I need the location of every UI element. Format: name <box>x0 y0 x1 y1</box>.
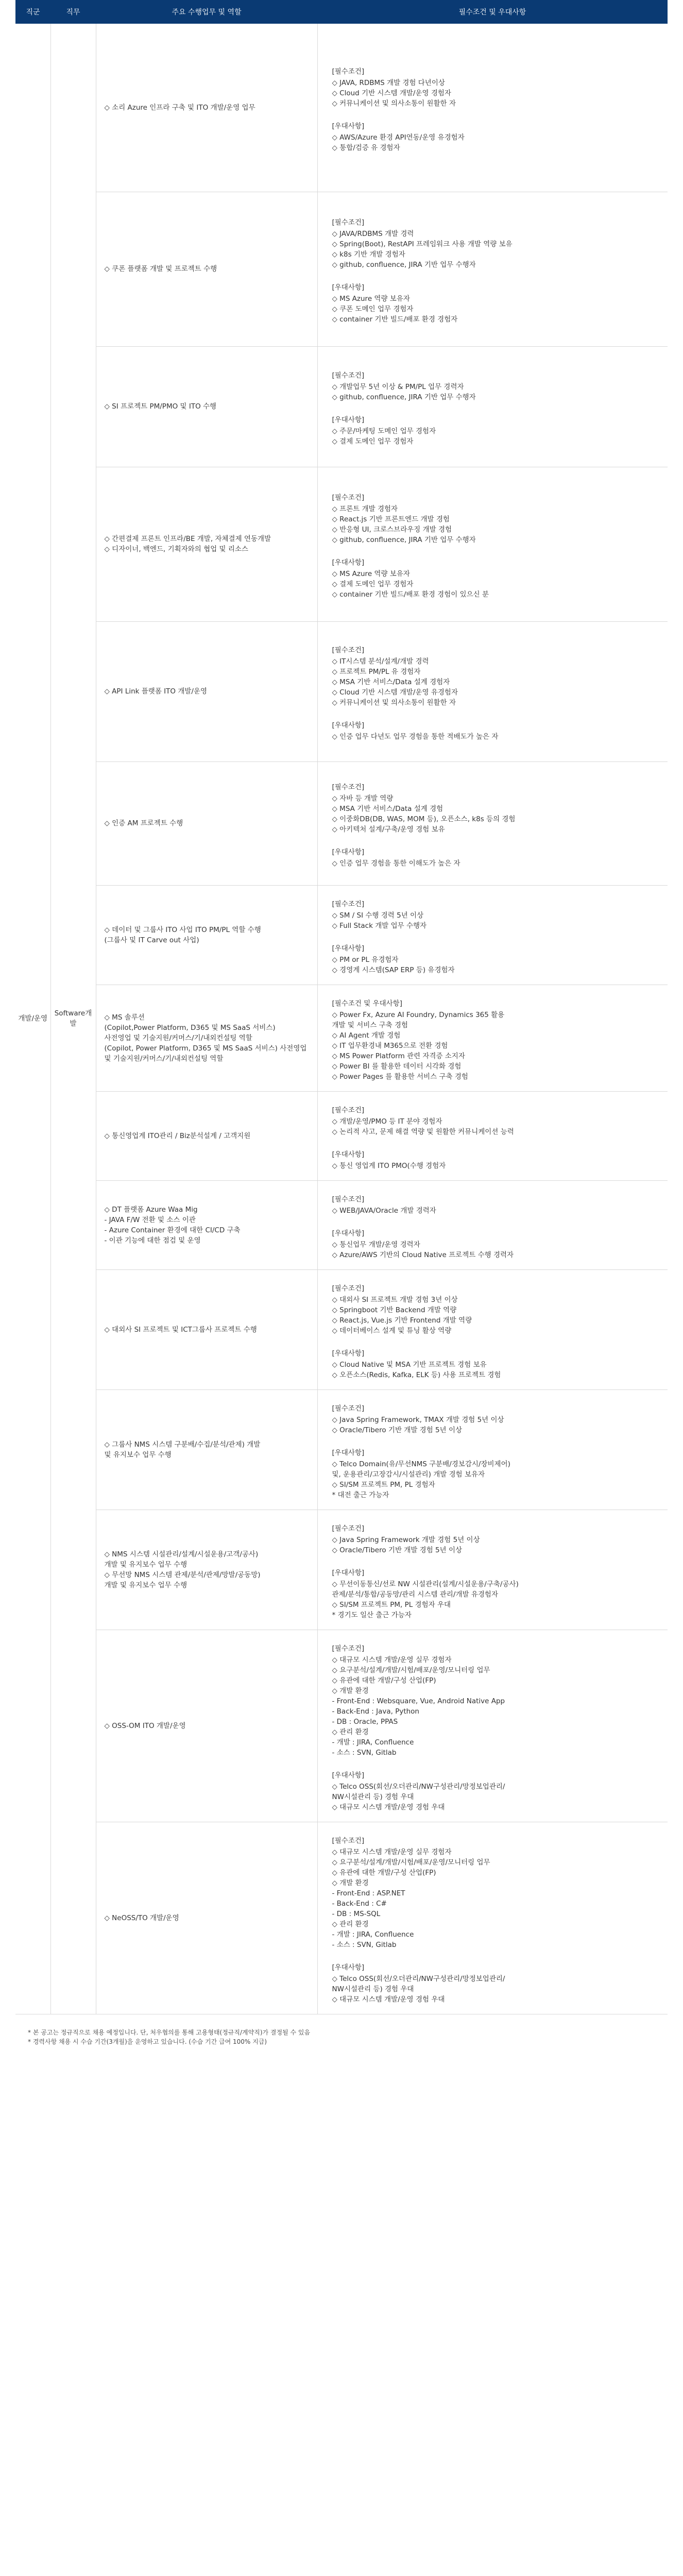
requirement-line <box>332 545 657 551</box>
requirement-line <box>332 1435 657 1442</box>
requirement-heading: [필수조건] <box>332 646 365 654</box>
requirement-line <box>332 1950 657 1956</box>
requirement-line: ◇ MS Power Platform 관련 자격증 소지자 <box>332 1052 465 1060</box>
requirement-line: ◇ github, confluence, JIRA 기반 업무 수행자 <box>332 536 476 544</box>
requirement-line: ◇ 주문/마케팅 도메인 업무 경험자 <box>332 427 436 435</box>
requirement-line: ◇ Telco OSS(회선/오더관리/NW구성관리/망정보업관리/ <box>332 1782 505 1791</box>
requirement-line: ◇ Oracle/Tibero 기반 개발 경험 5년 이상 <box>332 1546 463 1554</box>
table-row <box>15 192 668 346</box>
requirement-line: 개발 및 서비스 구축 경험 <box>332 1021 408 1029</box>
requirement-line: NW시설관리 등) 경험 우대 <box>332 1985 414 1993</box>
requirement-line: ◇ 대규모 시스템 개발/운영 경험 우대 <box>332 1803 445 1811</box>
task-line: 사전영업 및 기술지원/커머스/기/내외컨설팅 역할 <box>104 1033 252 1042</box>
task-line: ◇ 데이터 및 그룹사 ITO 사업 ITO PM/PL 역할 수행 <box>104 925 261 934</box>
job-table-wrapper <box>15 0 668 2046</box>
requirement-line: ◇ 결제 도메인 업무 경험자 <box>332 437 414 446</box>
requirement-heading: [우대사항] <box>332 848 365 856</box>
requirement-line: ◇ 커뮤니케이션 및 의사소통이 원활한 자 <box>332 99 456 108</box>
requirement-heading: [필수조건] <box>332 218 365 227</box>
task-line: ◇ 그룹사 NMS 시스템 구분배/수집/분석/관제) 개발 <box>104 1440 261 1449</box>
table-notes <box>28 2028 668 2046</box>
task-cell <box>96 24 317 192</box>
task-cell <box>96 985 317 1091</box>
requirements-cell <box>317 1389 668 1510</box>
task-line: (Copilot, Power Platform, D365 및 MS SaaS 서비스) 사전영업 및 기술지원/커머스/기/내외컨설팅 역할 <box>104 1044 307 1063</box>
requirement-line: ◇ 자바 등 개발 역량 <box>332 794 394 803</box>
task-cell <box>96 1510 317 1630</box>
requirement-line: ◇ AWS/Azure 환경 API연동/운영 유경험자 <box>332 133 465 142</box>
requirement-line: ◇ 개발 환경 <box>332 1686 369 1695</box>
requirement-line: ◇ k8s 기반 개발 경험자 <box>332 250 405 259</box>
task-cell <box>96 467 317 621</box>
requirement-line: ◇ SM / SI 수행 경력 5년 이상 <box>332 911 424 920</box>
task-line: ◇ NMS 시스템 시설관리/설계/시설운용/고객/공사) <box>104 1550 259 1558</box>
requirement-heading: [필수조건 및 우대사항] <box>332 999 402 1008</box>
requirement-line: ◇ 유관에 대한 개발/구성 산업(FP) <box>332 1868 436 1877</box>
requirement-line: ◇ SI/SM 프로젝트 PM, PL 경험자 우대 <box>332 1600 451 1609</box>
table-row <box>15 1822 668 2014</box>
requirement-line: ◇ Azure/AWS 기반의 Cloud Native 프로젝트 수행 경력자 <box>332 1250 514 1259</box>
job-table <box>15 0 668 2014</box>
task-line: ◇ 인증 AM 프로젝트 수행 <box>104 819 183 827</box>
header-task: 주요 수행업무 및 역할 <box>96 0 317 24</box>
task-cell <box>96 1091 317 1180</box>
note-line: * 경력사항 채용 시 수습 기간(3개월)을 운영하고 있습니다. (수습 기간 급여 100% 지급) <box>28 2038 267 2045</box>
task-line: ◇ API Link 플랫폼 ITO 개발/운영 <box>104 687 208 696</box>
requirement-heading: [필수조건] <box>332 1195 365 1204</box>
requirement-heading: [필수조건] <box>332 1524 365 1533</box>
requirement-line: ◇ Full Stack 개발 업무 수행자 <box>332 921 427 930</box>
task-line: 개발 및 유지보수 업무 수행 <box>104 1560 187 1569</box>
task-line: ◇ DT 플랫폼 Azure Waa Mig <box>104 1205 198 1214</box>
requirement-line: ◇ 통합/검증 유 경험자 <box>332 143 400 152</box>
task-line: ◇ 통신영업계 ITO관리 / Biz분석설계 / 고객지원 <box>104 1131 251 1140</box>
task-cell <box>96 192 317 346</box>
task-line: ◇ 디자이너, 백엔드, 기획자와의 협업 및 리소스 <box>104 545 248 553</box>
task-line: - 이관 기능에 대한 점검 및 운영 <box>104 1236 201 1245</box>
requirement-line <box>332 1555 657 1562</box>
table-row <box>15 621 668 761</box>
task-cell <box>96 1630 317 1822</box>
task-line: (그룹사 및 IT Carve out 사업) <box>104 936 199 944</box>
table-row <box>15 761 668 885</box>
requirement-line: - DB : MS-SQL <box>332 1909 381 1918</box>
task-line: ◇ 쿠폰 플랫폼 개발 및 프로젝트 수행 <box>104 265 217 273</box>
requirement-line: ◇ 유관에 대한 개발/구성 산업(FP) <box>332 1676 436 1685</box>
task-line: ◇ 대외사 SI 프로젝트 및 ICT그룹사 프로젝트 수행 <box>104 1325 257 1334</box>
requirement-line: ◇ JAVA/RDBMS 개발 경력 <box>332 230 414 238</box>
requirement-line: ◇ 통신 영업계 ITO PMO(수행 경험자 <box>332 1161 446 1170</box>
job-category-cell: 개발/운영 <box>15 24 50 2014</box>
requirement-heading: [필수조건] <box>332 900 365 908</box>
requirement-line: - 개발 : JIRA, Confluence <box>332 1930 414 1939</box>
requirement-line: ◇ 대규모 시스템 개발/운영 실무 경험자 <box>332 1655 452 1664</box>
header-job: 직무 <box>50 0 96 24</box>
task-cell <box>96 885 317 985</box>
requirement-line: ◇ React.js 기반 프론트엔드 개발 경험 <box>332 515 450 523</box>
requirements-cell <box>317 1630 668 1822</box>
requirement-heading: [우대사항] <box>332 1771 365 1780</box>
job-role-cell: Software개발 <box>50 24 96 2014</box>
requirement-line: ◇ Cloud Native 및 MSA 기반 프로젝트 경험 보유 <box>332 1360 487 1369</box>
requirement-line: ◇ AI Agent 개발 경험 <box>332 1031 401 1040</box>
requirement-heading: [우대사항] <box>332 558 365 567</box>
requirement-line: ◇ MSA 기반 서비스/Data 설계 경험자 <box>332 678 450 686</box>
note-line: * 본 공고는 정규직으로 채용 예정입니다. 단, 처우협의를 통해 고용형태(정규직/계약직)가 결정될 수 있음 <box>28 2028 311 2036</box>
task-line: ◇ NeOSS/TO 개발/운영 <box>104 1913 179 1922</box>
requirement-line: ◇ 관리 환경 <box>332 1727 369 1736</box>
requirement-heading: [우대사항] <box>332 283 365 292</box>
requirements-cell <box>317 1091 668 1180</box>
requirement-line: ◇ Power Pages 를 활용한 서비스 구축 경험 <box>332 1072 468 1081</box>
requirement-line: - Back-End : C# <box>332 1899 387 1908</box>
requirement-line: ◇ 요구분석/설계/개발/시험/배포/운영/모니터링 업무 <box>332 1858 490 1867</box>
requirement-line: ◇ 프로젝트 PM/PL 유 경험자 <box>332 668 421 676</box>
task-cell <box>96 1269 317 1389</box>
requirement-heading: [필수조건] <box>332 371 365 380</box>
requirement-line: ◇ 대외사 SI 프로젝트 개발 경험 3년 이상 <box>332 1295 458 1304</box>
task-line: ◇ MS 솔루션 <box>104 1013 145 1022</box>
requirement-line: ◇ 반응형 UI, 크로스브라우징 개발 경험 <box>332 526 452 534</box>
requirement-line: ◇ Power BI 를 활용한 데이터 시각화 경험 <box>332 1062 462 1071</box>
requirement-line: ◇ 쿠폰 도메인 업무 경험자 <box>332 305 414 313</box>
requirement-line: ◇ 오픈소스(Redis, Kafka, ELK 등) 사용 프로젝트 경험 <box>332 1370 501 1379</box>
requirements-cell <box>317 346 668 467</box>
requirement-heading: [필수조건] <box>332 494 365 502</box>
requirement-line: ◇ MS Azure 역량 보유자 <box>332 570 410 578</box>
requirements-cell <box>317 761 668 885</box>
requirement-line: - DB : Oracle, PPAS <box>332 1717 398 1726</box>
requirement-line: 및, 운용관리/고장감시/시설관리) 개발 경험 보유자 <box>332 1470 485 1479</box>
requirement-line: ◇ Java Spring Framework, TMAX 개발 경험 5년 이상 <box>332 1415 504 1424</box>
requirement-heading: [우대사항] <box>332 416 365 424</box>
task-line: (Copilot,Power Platform, D365 및 MS SaaS 서비스) <box>104 1023 276 1032</box>
requirement-line: ◇ IT시스템 분석/설계/개발 경력 <box>332 657 429 666</box>
requirement-line: ◇ 이중화DB(DB, WAS, MOM 등), 오픈소스, k8s 등의 경험 <box>332 815 516 823</box>
requirements-cell <box>317 621 668 761</box>
task-cell <box>96 346 317 467</box>
requirement-heading: [필수조건] <box>332 1284 365 1293</box>
table-row <box>15 1630 668 1822</box>
requirements-cell <box>317 467 668 621</box>
requirements-cell <box>317 192 668 346</box>
table-row <box>15 1180 668 1269</box>
requirements-cell <box>317 24 668 192</box>
requirement-line: ◇ container 기반 빌드/배포 환경 경험자 <box>332 315 458 324</box>
header-requirements: 필수조건 및 우대사항 <box>317 0 668 24</box>
requirement-line: ◇ Spring(Boot), RestAPI 프레임워크 사용 개발 역량 보유 <box>332 240 513 248</box>
task-line: ◇ SI 프로젝트 PM/PMO 및 ITO 수행 <box>104 402 217 411</box>
requirement-heading: [우대사항] <box>332 721 365 730</box>
requirement-line: * 대전 출근 가능자 <box>332 1490 389 1499</box>
requirement-line <box>332 109 657 115</box>
requirement-line: - 개발 : JIRA, Confluence <box>332 1738 414 1747</box>
requirement-line: NW시설관리 등) 경험 우대 <box>332 1792 414 1801</box>
requirement-line: - 소스 : SVN, Gitlab <box>332 1940 397 1949</box>
requirement-line: ◇ 요구분석/설계/개발/시험/배포/운영/모니터링 업무 <box>332 1666 490 1674</box>
requirement-heading: [우대사항] <box>332 1963 365 1972</box>
requirement-line: ◇ 대규모 시스템 개발/운영 경험 우대 <box>332 1995 445 2004</box>
requirement-line: ◇ Springboot 기반 Backend 개발 역량 <box>332 1306 457 1314</box>
requirement-line: ◇ Telco OSS(회선/오더관리/NW구성관리/망정보업관리/ <box>332 1974 505 1983</box>
requirement-line: ◇ WEB/JAVA/Oracle 개발 경력자 <box>332 1206 436 1215</box>
requirements-cell <box>317 1180 668 1269</box>
requirement-line: ◇ 인증 업무 경험을 통한 이해도가 높은 자 <box>332 859 460 868</box>
requirement-line: ◇ github, confluence, JIRA 기반 업무 수행자 <box>332 261 476 269</box>
task-cell <box>96 1822 317 2014</box>
requirement-line: ◇ Telco Domain(유/무선NMS 구분배/경보감시/장비제어) <box>332 1460 510 1468</box>
requirement-line: ◇ Cloud 기반 시스템 개발/운영 경험자 <box>332 89 451 97</box>
requirement-heading: [필수조건] <box>332 783 365 791</box>
requirement-line: ◇ container 기반 빌드/배포 환경 경험이 있으신 분 <box>332 590 489 599</box>
requirement-line: - Front-End : Websquare, Vue, Android Native App <box>332 1697 505 1705</box>
requirement-line: ◇ IT 업무환경내 M365으로 전환 경험 <box>332 1041 448 1050</box>
task-line: ◇ 무선망 NMS 시스템 관제/분석/관제/망발/공동망) <box>104 1570 261 1579</box>
requirement-line: ◇ MS Azure 역량 보유자 <box>332 295 410 303</box>
task-line: ◇ 간편결제 프론트 인프라/BE 개발, 자체결제 연동개발 <box>104 535 271 543</box>
task-cell <box>96 1180 317 1269</box>
requirement-line: - 소스 : SVN, Gitlab <box>332 1748 397 1757</box>
requirement-line: 관제/분석/통합/공동망/관리 시스템 관리/개발 유경험자 <box>332 1590 499 1599</box>
requirement-line: * 경기도 일산 출근 가능자 <box>332 1611 412 1619</box>
requirement-line: ◇ 통신업무 개발/운영 경력자 <box>332 1240 420 1249</box>
header-category: 직군 <box>15 0 50 24</box>
requirement-heading: [우대사항] <box>332 944 365 953</box>
task-cell <box>96 761 317 885</box>
requirement-heading: [우대사항] <box>332 1448 365 1457</box>
requirement-line: ◇ 커뮤니케이션 및 의사소통이 원활한 자 <box>332 699 456 707</box>
requirement-line: - Front-End : ASP.NET <box>332 1889 405 1897</box>
requirements-cell <box>317 1269 668 1389</box>
requirement-heading: [필수조건] <box>332 1644 365 1653</box>
requirement-line <box>332 1137 657 1143</box>
requirement-line <box>332 1336 657 1342</box>
table-row <box>15 985 668 1091</box>
table-row <box>15 467 668 621</box>
requirement-line: ◇ JAVA, RDBMS 개발 경험 다년이상 <box>332 78 445 87</box>
requirement-heading: [우대사항] <box>332 1150 365 1159</box>
requirement-heading: [필수조건] <box>332 1404 365 1413</box>
requirement-line: ◇ PM or PL 유경험자 <box>332 955 399 964</box>
requirement-line <box>332 835 657 841</box>
requirement-heading: [필수조건] <box>332 1836 365 1845</box>
requirement-line: ◇ Java Spring Framework 개발 경험 5년 이상 <box>332 1535 480 1544</box>
requirement-line <box>332 402 657 409</box>
requirement-line: ◇ 데이터베이스 설계 및 튜닝 활상 역량 <box>332 1326 452 1335</box>
table-header-row <box>15 0 668 24</box>
requirement-line: ◇ 경영계 시스템(SAP ERP 등) 유경험자 <box>332 965 455 974</box>
requirement-line: ◇ Oracle/Tibero 기반 개발 경험 5년 이상 <box>332 1426 463 1434</box>
table-row <box>15 1269 668 1389</box>
task-line: 개발 및 유지보수 업무 수행 <box>104 1581 187 1589</box>
requirement-line: - Back-End : Java, Python <box>332 1707 419 1716</box>
table-row <box>15 1510 668 1630</box>
requirement-line: ◇ 논리적 사고, 문제 해결 역량 및 원활한 커뮤니케이션 능력 <box>332 1127 514 1136</box>
requirements-cell <box>317 985 668 1091</box>
table-row <box>15 1389 668 1510</box>
requirement-line: ◇ 인증 업무 다년도 업무 경험을 통한 적배도가 높은 자 <box>332 733 499 741</box>
requirement-line: ◇ Power Fx, Azure AI Foundry, Dynamics 365 활용 <box>332 1010 505 1019</box>
table-row <box>15 1091 668 1180</box>
requirements-cell <box>317 885 668 985</box>
table-row <box>15 346 668 467</box>
task-line: - Azure Container 환경에 대한 CI/CD 구축 <box>104 1226 241 1234</box>
task-line: - JAVA F/W 전환 및 소스 이관 <box>104 1215 196 1224</box>
requirement-line: ◇ 개발 환경 <box>332 1878 369 1887</box>
requirement-heading: [우대사항] <box>332 1568 365 1577</box>
requirement-line <box>332 708 657 714</box>
requirement-line: ◇ 무선이동통신/선로 NW 시설관리(설계/시설운용/구축/공사) <box>332 1580 519 1588</box>
requirement-heading: [필수조건] <box>332 1106 365 1114</box>
requirement-heading: [필수조건] <box>332 67 365 76</box>
table-row <box>15 24 668 192</box>
requirement-line <box>332 1216 657 1222</box>
requirement-line <box>332 1758 657 1764</box>
requirement-line: ◇ 개발업무 5년 이상 & PM/PL 업무 경력자 <box>332 383 464 391</box>
requirement-line: ◇ MSA 기반 서비스/Data 설계 경험 <box>332 805 443 813</box>
requirement-line <box>332 270 657 276</box>
requirement-line: ◇ 관리 환경 <box>332 1920 369 1928</box>
table-row <box>15 885 668 985</box>
task-cell <box>96 1389 317 1510</box>
requirement-line: ◇ 프론트 개발 경험자 <box>332 505 398 513</box>
task-cell <box>96 621 317 761</box>
requirement-line: ◇ 결제 도메인 업무 경험자 <box>332 580 414 588</box>
requirement-heading: [우대사항] <box>332 1229 365 1238</box>
requirement-line <box>332 931 657 937</box>
requirement-line: ◇ SI/SM 프로젝트 PM, PL 경험자 <box>332 1480 435 1489</box>
requirement-line: ◇ 개발/운영/PMO 등 IT 분야 경험자 <box>332 1117 442 1126</box>
requirement-line: ◇ Cloud 기반 시스템 개발/운영 유경험자 <box>332 688 458 697</box>
task-line: ◇ OSS-OM ITO 개발/운영 <box>104 1721 186 1730</box>
requirement-heading: [우대사항] <box>332 122 365 130</box>
requirements-cell <box>317 1822 668 2014</box>
requirement-line: ◇ github, confluence, JIRA 기반 업무 수행자 <box>332 393 476 401</box>
requirement-line: ◇ 대규모 시스템 개발/운영 실무 경험자 <box>332 1848 452 1856</box>
task-line: 및 유지보수 업무 수행 <box>104 1450 172 1459</box>
requirement-line: ◇ React.js, Vue.js 기반 Frontend 개발 역량 <box>332 1316 472 1325</box>
requirement-line: ◇ 아키텍처 설계/구축/운영 경험 보유 <box>332 825 445 834</box>
requirements-cell <box>317 1510 668 1630</box>
requirement-heading: [우대사항] <box>332 1349 365 1358</box>
task-line: ◇ 소리 Azure 인프라 구축 및 ITO 개발/운영 업무 <box>104 103 255 112</box>
